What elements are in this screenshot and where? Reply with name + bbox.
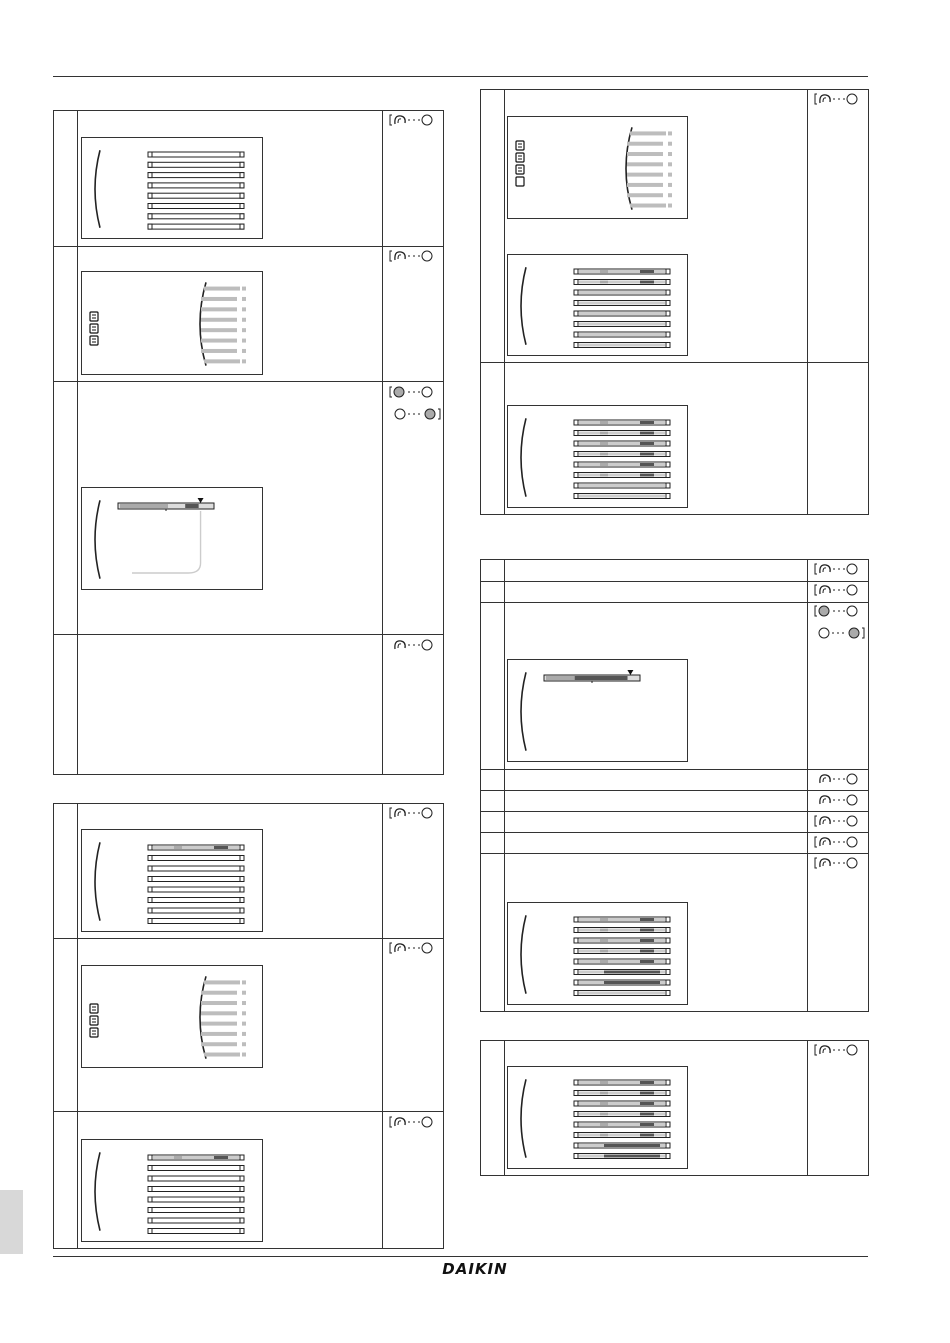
rotary-dial-icon [388,637,440,658]
menu-item-bar [630,204,666,208]
list-row [148,1229,244,1234]
display-screen [507,116,688,219]
slider-marker [627,670,633,675]
list-row [148,1155,244,1160]
menu-item-bar [627,152,663,156]
rotary-dial-icon [388,805,440,826]
slider-marker [198,498,204,503]
display-screen [81,271,263,375]
list-row [148,152,244,157]
list-row [574,980,670,985]
list-row [148,183,244,188]
dial-arc [95,150,100,228]
dial-arc [95,500,100,578]
edit-icon [516,153,524,162]
rotary-dial-icon [388,248,440,269]
list-row [574,301,670,306]
list-row [574,938,670,943]
display-screen [507,254,688,356]
header-rule [53,76,868,77]
list-row [574,949,670,954]
list-row [148,866,244,871]
display-screen [507,1066,688,1169]
dial-arc [95,842,100,920]
list-row [574,280,670,285]
slider-bar [118,503,214,511]
list-row [148,214,244,219]
list-row [574,991,670,996]
menu-item-bar [627,142,663,146]
rotary-dial-icon [388,112,440,133]
menu-item-bar [201,1001,237,1005]
menu-item-bar [201,991,237,995]
menu-item-bar [201,318,237,322]
menu-arc [200,282,206,365]
list-row [574,1122,670,1127]
list-row [148,1218,244,1223]
display-screen [507,902,688,1005]
rotary-dial-icon [813,561,865,582]
list-row [574,1091,670,1096]
list-icon [516,177,524,186]
menu-item-bar [201,1022,237,1026]
dial-arc [521,915,526,993]
menu-item-bar [201,1011,237,1015]
display-screen [81,137,263,239]
list-row [148,173,244,178]
dial-turn-icon [392,406,444,427]
side-tab-marker [0,1190,23,1254]
rotary-dial-icon [813,1042,865,1063]
slider-bar [544,675,640,683]
list-row [574,269,670,274]
daikin-logo: DAIKIN [442,1260,508,1278]
display-screen [81,829,263,932]
menu-item-bar [627,173,663,177]
edit-icon [90,324,98,333]
list-row [148,856,244,861]
list-row [574,420,670,425]
display-screen [81,1139,263,1242]
list-row [574,959,670,964]
display-screen [507,405,688,508]
list-row [148,1197,244,1202]
list-icon [90,1028,98,1037]
menu-item-bar [201,339,237,343]
menu-item-bar [201,328,237,332]
rotary-dial-icon [813,771,865,792]
list-row [148,1176,244,1181]
list-row [574,441,670,446]
list-row [148,1208,244,1213]
list-row [574,917,670,922]
list-row [574,452,670,457]
dial-arc [521,672,526,750]
menu-item-bar [201,297,237,301]
dial-turn-icon [816,625,868,646]
list-row [148,204,244,209]
list-row [574,1133,670,1138]
list-row [574,1143,670,1148]
list-icon [516,165,524,174]
list-row [574,473,670,478]
list-row [148,908,244,913]
dial-arc [95,1152,100,1230]
list-row [148,887,244,892]
dial-arc [521,1079,526,1157]
menu-item-bar [627,183,663,187]
list-row [148,877,244,882]
menu-item-bar [201,1042,237,1046]
display-screen [81,487,263,590]
menu-item-bar [204,1053,240,1057]
display-screen [81,965,263,1068]
rotary-dial-icon [813,834,865,855]
list-icon [90,336,98,345]
list-row [574,431,670,436]
menu-item-bar [627,193,663,197]
menu-item-bar [201,349,237,353]
list-row [574,494,670,499]
rotary-dial-icon [388,940,440,961]
menu-arc [200,976,206,1058]
list-row [148,1166,244,1171]
rotary-dial-icon [813,813,865,834]
list-row [148,224,244,229]
dial-arc [521,267,526,345]
list-row [574,970,670,975]
dial-arc [521,418,526,496]
list-row [574,1101,670,1106]
list-row [574,343,670,348]
list-row [574,311,670,316]
list-row [148,919,244,924]
menu-item-bar [627,162,663,166]
list-row [574,483,670,488]
menu-item-bar [204,980,240,984]
list-row [574,290,670,295]
menu-item-bar [201,307,237,311]
guide-line [132,511,201,573]
trash-icon [90,1004,98,1013]
list-row [574,928,670,933]
menu-item-bar [204,287,240,291]
list-row [574,1080,670,1085]
menu-item-bar [201,1032,237,1036]
rotary-dial-icon [813,792,865,813]
list-row [148,845,244,850]
list-row [148,162,244,167]
rotary-dial-icon [813,91,865,112]
rotary-dial-icon [813,855,865,876]
menu-item-bar [204,359,240,363]
list-row [574,1154,670,1159]
trash-icon [516,141,524,150]
list-row [574,322,670,327]
menu-item-bar [630,131,666,135]
rotary-dial-icon [388,1114,440,1135]
rotary-dial-icon [813,582,865,603]
edit-icon [90,1016,98,1025]
display-screen [507,659,688,762]
trash-icon [90,312,98,321]
list-row [148,1187,244,1192]
list-row [574,332,670,337]
list-row [148,898,244,903]
pressed-dial-icon [813,603,865,624]
list-row [574,1112,670,1117]
pressed-dial-icon [388,384,440,405]
list-row [148,193,244,198]
menu-arc [626,127,632,209]
list-row [574,462,670,467]
footer-rule [53,1256,868,1257]
